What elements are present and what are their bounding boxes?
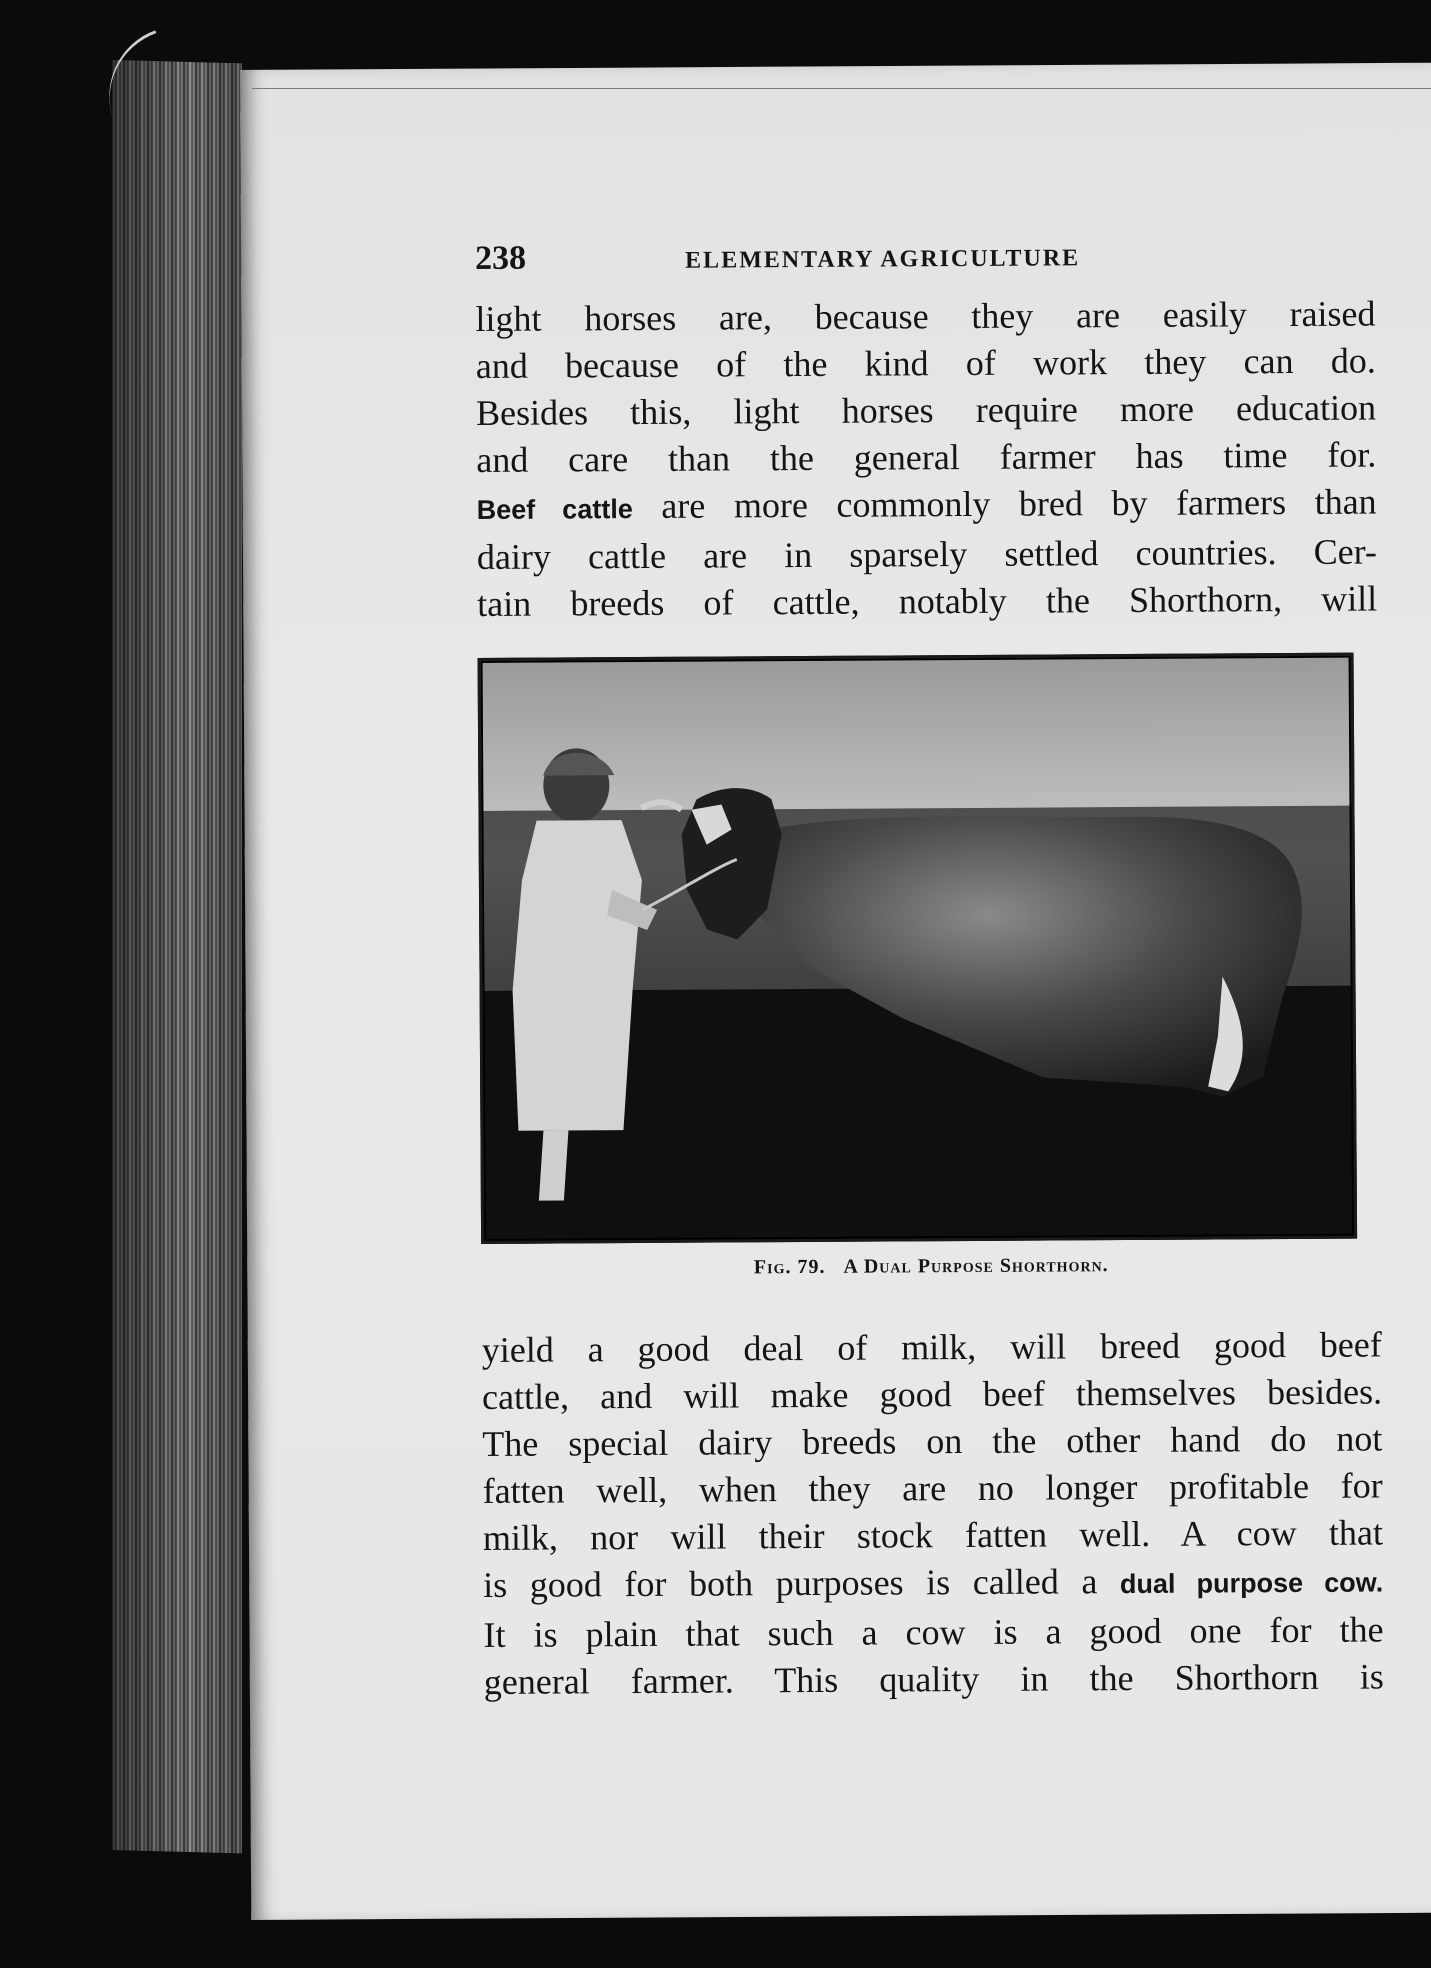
text-line: Besides this, light horses require more education xyxy=(475,387,1377,433)
page-edges-shadow xyxy=(112,60,242,1853)
text-line: light horses are, because they are easily raised xyxy=(475,293,1376,339)
text-line xyxy=(483,1556,1383,1611)
text-line: general farmer. This quality in the Shorthorn is xyxy=(483,1656,1384,1702)
running-title: ELEMENTARY AGRICULTURE xyxy=(685,245,1081,274)
text-line: dairy cattle are in sparsely settled countries. Cer- xyxy=(476,531,1378,577)
figure-caption xyxy=(481,1252,1381,1280)
paragraph-bottom xyxy=(482,1321,1384,1705)
text-line: and because of the kind of work they can do. xyxy=(475,340,1376,386)
figure-label: Fig. 79. xyxy=(753,1255,826,1279)
figure-photo-shorthorn xyxy=(478,653,1358,1244)
term-beef-cattle: Beef cattle xyxy=(476,494,633,525)
page-top-edge xyxy=(252,88,1431,89)
text-line: yield a good deal of milk, will breed good beef xyxy=(481,1324,1382,1370)
man-leg xyxy=(538,1130,568,1200)
text-line: and care than the general farmer has time for. xyxy=(476,434,1377,480)
term-dual-purpose-cow: dual purpose cow. xyxy=(1119,1567,1384,1600)
text-line: The special dairy breeds on the other hand do not xyxy=(482,1418,1383,1464)
man-coat xyxy=(512,820,644,1131)
page-number: 238 xyxy=(475,239,527,277)
text-line: It is plain that such a cow is a good one for the xyxy=(483,1609,1384,1655)
paragraph-top xyxy=(475,291,1377,628)
text-line: cattle, and will make good beef themselves besides. xyxy=(481,1371,1383,1417)
text-line: tain breeds of cattle, notably the Shorthorn, will xyxy=(477,578,1378,624)
figure-caption-text: A Dual Purpose Shorthorn. xyxy=(843,1254,1109,1278)
text-run: are more commonly bred by farmers than xyxy=(632,481,1377,527)
text-line: milk, nor will their stock fatten well. A cow that xyxy=(482,1512,1384,1558)
text-line: fatten well, when they are no longer profitable for xyxy=(482,1465,1383,1511)
text-line xyxy=(476,478,1376,533)
text-run: is good for both purposes is called a xyxy=(483,1561,1121,1605)
halftone-photo xyxy=(481,656,1355,1241)
page-content xyxy=(475,235,1384,1706)
running-head xyxy=(475,235,1375,296)
